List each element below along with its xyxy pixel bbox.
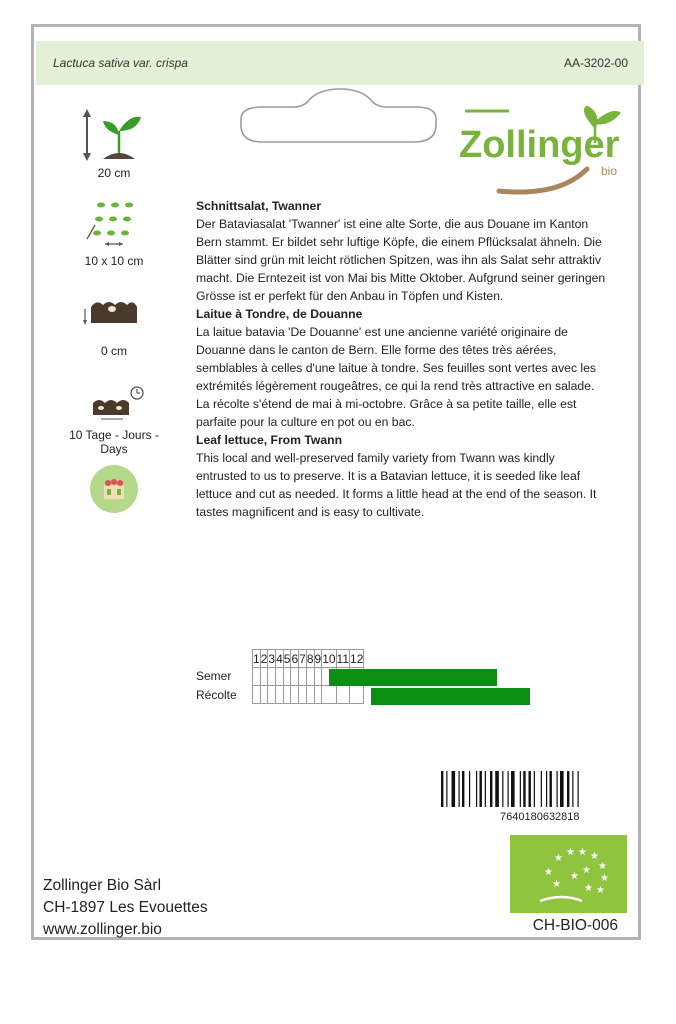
company-website[interactable]: www.zollinger.bio [43,921,162,938]
sowing-depth-block [54,293,174,358]
svg-text:★: ★ [590,851,599,862]
sowing-depth-label: 0 cm [100,344,127,358]
plant-spacing-icon [79,199,149,249]
urban-gardening-block [54,463,174,520]
description-text-en: This local and well-preserved family variety from Twann was kindly entrusted to us to preserve. It is a Batavian lettuce, it is seeded like leaf lettuce and cut as needed. It forms a little head at the end of the season. It tastes magnificent and is easy to cultivate. [196,451,597,519]
logo-sub-text: bio [601,164,618,178]
calendar-month-5: 5 [283,651,291,666]
calendar-month-3: 3 [268,651,276,666]
latin-name: Lactuca sativa var. crispa [53,56,188,70]
urban-gardening-badge-icon [88,463,140,515]
svg-text:★: ★ [598,861,607,872]
description-title-en: Leaf lettuce, From Twann [196,433,343,447]
calendar-month-9: 9 [314,651,322,666]
description-title-de: Schnittsalat, Twanner [196,199,322,213]
calendar-row-harvest [253,686,364,704]
calendar-label-sow: Semer [196,669,232,683]
svg-text:★: ★ [552,879,561,890]
company-name: Zollinger Bio Sàrl [43,877,162,894]
svg-text:★: ★ [554,853,563,864]
company-block [43,875,208,941]
calendar-month-8: 8 [306,651,314,666]
description-text-fr: La laitue batavia 'De Douanne' est une ancienne variété originaire de Douanne dans le canton de Bern. Elle forme des têtes très aérées, semblables à celles d'une laitue à tondre. Ses feuilles sont vertes avec les extrémités légèrement rougeâtres, ce qui la rend très attractive en salade. La récolte s'étend de mai à mi-octobre. Grâce à sa petite taille, elle est parfaite pour la culture en pot ou en bac. [196,325,596,429]
calendar-month-10: 10 [322,651,336,666]
calendar-label-harvest: Récolte [196,688,237,702]
plant-height-icon [79,109,149,161]
barcode-image [441,771,621,809]
seed-packet-back [31,24,641,940]
company-address: CH-1897 Les Evouettes [43,899,208,916]
germination-block [54,381,174,456]
eu-leaf-stars-icon [510,835,627,913]
sowing-depth-icon [79,293,149,333]
calendar-month-6: 6 [291,651,299,666]
plant-spacing-label: 10 x 10 cm [84,254,144,268]
eu-organic-logo [510,835,627,913]
calendar-month-12: 12 [350,651,364,666]
calendar-month-4: 4 [276,651,283,666]
calendar-month-7: 7 [299,651,306,666]
plant-height-label: 20 cm [97,166,131,180]
plant-spacing-block [54,199,174,268]
svg-text:★: ★ [578,847,587,858]
zollinger-logo [459,105,639,205]
barcode-number: 7640180632818 [500,811,580,823]
svg-text:★: ★ [584,883,593,894]
logo-brand-text: Zollinger [459,124,620,166]
germination-time-icon [79,381,149,423]
description-text-de: Der Bataviasalat 'Twanner' ist eine alte Sorte, die aus Douane im Kanton Bern stammt. Er bildet sehr luftige Köpfe, die einem Pflücksalat ähneln. Die Blätter sind grün mit leicht rötlichen Spitzen, was ihn als Salat sehr attraktiv macht. Die Erntezeit ist von Mai bis Mitte Oktober. Aufgrund seiner geringen Grösse ist er perfekt für den Anbau in Töpfen und Kisten. [196,217,606,303]
description [196,197,606,521]
sowing-period-bar [329,669,497,686]
svg-text:★: ★ [582,865,591,876]
germination-time-label: 10 Tage - Jours - Days [69,428,159,456]
plant-height-block [54,109,174,180]
calendar-month-2: 2 [260,651,268,666]
svg-text:★: ★ [570,871,579,882]
certification-code: CH-BIO-006 [532,917,618,934]
calendar-month-11: 11 [336,651,350,666]
svg-text:★: ★ [596,885,605,896]
article-code: AA-3202-00 [563,56,628,70]
svg-text:★: ★ [600,873,609,884]
calendar-month-row [253,650,364,668]
description-title-fr: Laitue à Tondre, de Douanne [196,307,363,321]
svg-text:★: ★ [544,867,553,878]
harvest-period-bar [371,688,530,705]
calendar-month-1: 1 [253,651,260,666]
svg-text:★: ★ [566,847,575,858]
